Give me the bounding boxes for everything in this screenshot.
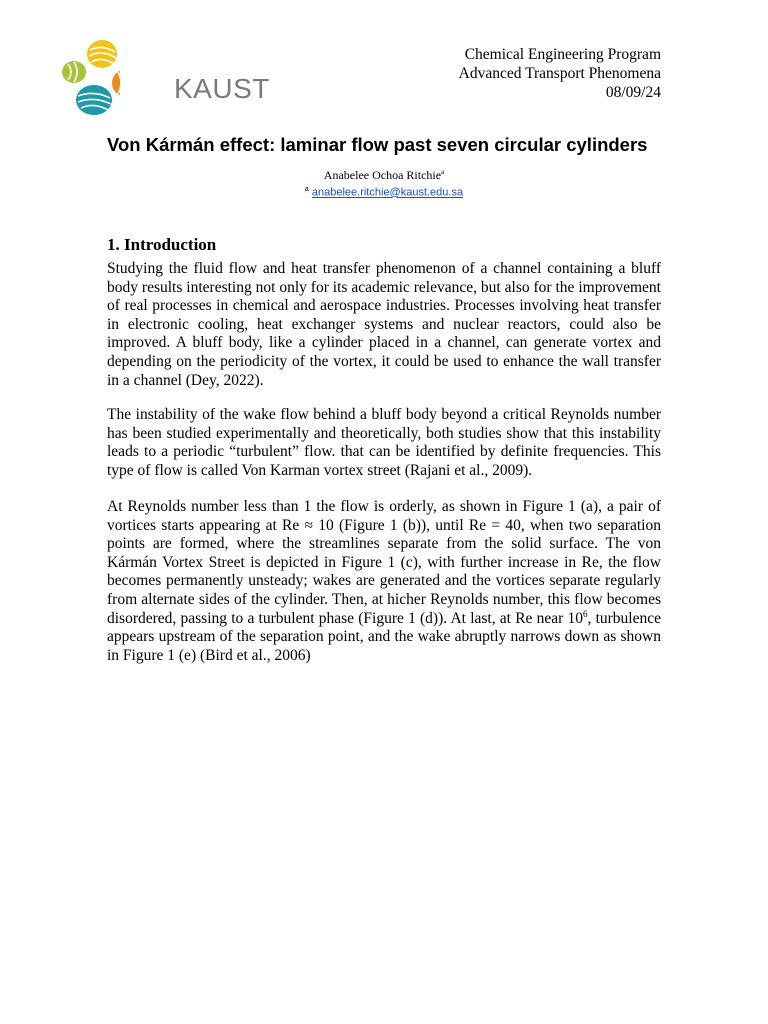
kaust-logo: [60, 36, 270, 126]
author-name: Anabelee Ochoa Ritchie: [323, 168, 442, 182]
section-heading-introduction: 1. Introduction: [107, 235, 217, 254]
document-title: Von Kármán effect: laminar flow past seven circular cylinders: [107, 134, 648, 155]
paragraph: [107, 498, 661, 665]
author-affiliation: [0, 186, 768, 199]
exponent: 6: [583, 608, 588, 619]
paragraph: Studying the fluid flow and heat transfer phenomenon of a channel containing a bluff body results interesting not only for its academic relevance, but also for the improvement of real processes in chemical and aerospace industries. Processes involving heat transfer in electronic cooling, heat exchanger systems and nuclear reactors, could also be improved. A bluff body, like a cylinder placed in a channel, can generate vortex and depending on the periodicity of the vortex, it could be used to enhance the wall transfer in a channel (Dey, 2022).: [107, 260, 661, 389]
course-name: Advanced Transport Phenomena: [458, 65, 661, 82]
affiliation-marker: a: [304, 186, 309, 193]
program-name: Chemical Engineering Program: [464, 46, 661, 63]
kaust-logo-mark-icon: [60, 36, 120, 126]
document-date: 08/09/24: [605, 84, 661, 101]
paragraph: The instability of the wake flow behind a bluff body beyond a critical Reynolds number has been studied experimentally and theoretically, both studies show that this instability leads to a periodic “turbulent” flow. that can be identified by definite frequencies. This type of flow is called Von Karman vortex street (Rajani et al., 2009).: [107, 406, 661, 479]
document-header-info: [459, 45, 661, 102]
author-line: [0, 168, 768, 183]
author-email-link[interactable]: anabelee.ritchie@kaust.edu.sa: [311, 186, 464, 199]
paragraph-text: , turbulence appears upstream of the separation point, and the wake abruptly narrows down as shown in Figure 1 (e) (Bird et al., 2006): [107, 609, 661, 664]
paragraph-text: At Reynolds number less than 1 the flow is orderly, as shown in Figure 1 (a), a pair of vortices starts appearing at Re ≈ 10 (Figure 1 (b)), until Re = 40, when two separation points are formed, where the streamlines separate from the solid surface. The von Kármán Vortex Street is depicted in Figure 1 (c), with further increase in Re, the flow becomes permanently unsteady; wakes are generated and the vortices separate regularly from alternate sides of the cylinder. Then, at hicher Reynolds number, this flow becomes disordered, passing to a turbulent phase (Figure 1 (d)). At last, at Re near 10: [107, 498, 661, 627]
logo-wordmark: KAUST: [174, 73, 270, 104]
author-affiliation-marker: a: [441, 168, 445, 176]
